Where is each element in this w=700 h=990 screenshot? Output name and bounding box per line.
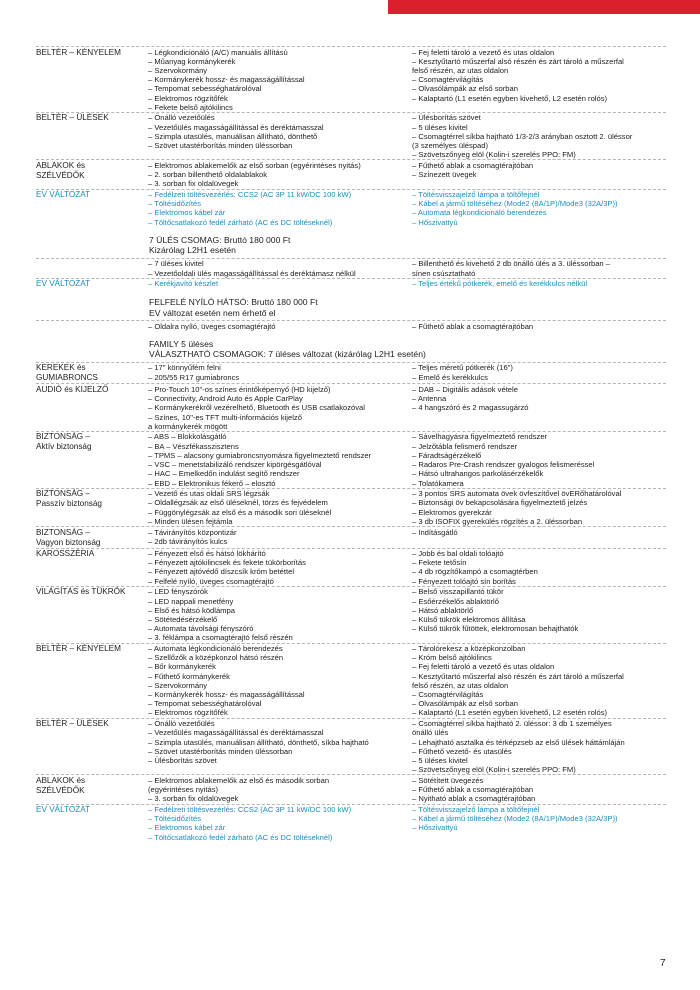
feature-item: – Belső visszapillantó tükör (412, 587, 504, 597)
right-column (412, 363, 666, 384)
package-heading (36, 227, 666, 258)
feature-item: – Szövetszőnyeg elöl (Kolin-i szerelés PPO: FM) (412, 765, 576, 775)
feature-item: – Szimpla utasülés, manuálisan állítható, dönthető, síkba hajtható (148, 737, 369, 747)
feature-item: – Pro-Touch 10"-os színes érintőképernyő (HD kijelző) (148, 384, 331, 394)
left-column (148, 160, 412, 188)
feature-item: – Fűthető ablak a csomagtérajtóban (412, 321, 534, 331)
feature-item: – Szövetszőnyeg elöl (Kolin-i szerelés PPO: FM) (412, 150, 576, 160)
equipment-group (36, 718, 666, 775)
feature-item: – Kalaptartó (L1 esetén egyben kivehető, L2 esetén rolós) (412, 93, 608, 103)
left-column (148, 279, 412, 290)
equipment-group (36, 278, 666, 290)
feature-item: – Külső tükrök fűtöttek, elektromosan behajthatók (412, 624, 579, 634)
feature-item: – EBD – Elektronikus fékerő – elosztó (148, 478, 276, 488)
equipment-group (36, 258, 666, 278)
category-label: KAROSSZÉRIA (36, 549, 95, 559)
feature-item: – Fekete belső ajtókilincs (148, 102, 233, 112)
category-label: BELTÉR – KÉNYELEM (36, 47, 121, 57)
category-label: EV VÁLTOZAT (36, 279, 91, 289)
feature-item: – Csomagtérrel síkba hajtható 1/3-2/3 arányban osztott 2. üléssor (3 személyes üléspad) (412, 131, 633, 151)
feature-item: – 7 üléses kivitel (148, 259, 204, 269)
feature-item: – Elektromos rögzítőfék (148, 93, 228, 103)
feature-item: – Sötétített üvegezés (412, 775, 484, 785)
right-column (412, 644, 666, 718)
equipment-group (36, 159, 666, 188)
category-label: BELTÉR – ÜLÉSEK (36, 113, 109, 123)
feature-item: – VSC – menetstabilizáló rendszer kipörgésgátlóval (148, 460, 322, 470)
right-column (412, 805, 666, 842)
feature-item: – Fűthető kormánykerék (148, 671, 230, 681)
equipment-list (36, 46, 666, 842)
feature-item: – Emelő és kerékkulcs (412, 372, 488, 382)
feature-item: – Sötétedésérzékelő (148, 614, 218, 624)
feature-item: – DAB – Digitális adások vétele (412, 384, 518, 394)
feature-item: – Fáradtságérzékelő (412, 450, 482, 460)
category-label: AUDIÓ és KIJELZŐ (36, 384, 109, 394)
category-label: ABLAKOK és SZÉLVÉDŐK (36, 160, 86, 180)
feature-item: – LED fényszórók (148, 587, 208, 597)
package-heading-line: FAMILY 5 üléses (149, 338, 214, 349)
feature-item: – Légkondicionáló (A/C) manuális állítású (148, 47, 288, 57)
feature-item: – Bőr kormánykerék (148, 662, 216, 672)
feature-item: – 3. féklámpa a csomagtérajtó felső részén (148, 633, 293, 643)
feature-item: – Vezetőülés magasságállítással és deréktámasszal (148, 122, 324, 132)
feature-item: – Kesztyűtartó műszerfal alsó részén és zárt tároló a műszerfal felső részén, az utas oldalon (412, 671, 624, 690)
feature-item: – 4 hangszóró és 2 magassugárzó (412, 403, 529, 413)
right-column (412, 259, 666, 278)
feature-item: – Elektromos rögzítőfék (148, 708, 228, 718)
feature-item: – Tempomat sebességhatárolóval (148, 84, 262, 94)
feature-item: – Tolatókamera (412, 478, 464, 488)
feature-item: – Önálló vezetőülés (148, 113, 215, 123)
right-column (412, 587, 666, 643)
package-heading (36, 331, 666, 362)
feature-item: – Automata légkondicionáló berendezés (412, 208, 547, 218)
feature-item: – 3. sorban fix oldalüvegek (148, 179, 239, 189)
feature-item: – Fényezett ajtókilincsek és fekete tükörborítás (148, 558, 306, 568)
right-column (412, 775, 666, 803)
feature-item: – Elektromos kábel zár (148, 208, 226, 218)
right-column (412, 432, 666, 488)
feature-item: – Oldalra nyíló, üveges csomagtérajtó (148, 321, 276, 331)
left-column (148, 527, 412, 548)
feature-item: – Fedélzeti töltésvezérlés: CCS2 (AC 3P 11 kW/DC 100 kW) (148, 190, 352, 200)
feature-item: – Fűthető ablak a csomagtérajtóban (412, 785, 534, 795)
feature-item: – Szervokormány (148, 680, 208, 690)
right-column (412, 160, 666, 188)
feature-item: – Felfelé nyíló, üveges csomagtérajtó (148, 576, 274, 586)
category-label: BIZTONSÁG – Passzív biztonság (36, 489, 102, 509)
category-label (36, 321, 142, 331)
feature-item: – Fényezett tolóajtó sín borítás (412, 576, 516, 586)
feature-item: – 5 üléses kivitel (412, 122, 468, 132)
feature-item: – Connectivity, Android Auto és Apple CarPlay (148, 394, 303, 404)
category-label (36, 259, 142, 278)
feature-item: – Hőszivattyú (412, 217, 458, 227)
feature-item: – Kormánykerék hossz- és magasságállítással (148, 690, 305, 700)
feature-item: – 2db távirányítós kulcs (148, 536, 228, 546)
feature-item: – Tempomat sebességhatárolóval (148, 699, 262, 709)
category-label: EV VÁLTOZAT (36, 190, 91, 200)
feature-item: – Antenna (412, 394, 447, 404)
feature-item: – Szimpla utasülés, manuálisan állítható, dönthető (148, 131, 318, 141)
feature-item: – Csomagtérvilágítás (412, 690, 484, 700)
feature-item: – Hőszivattyú (412, 823, 458, 833)
package-heading-line: VÁLASZTHATÓ CSOMAGOK: 7 üléses változat (kizárólag L2H1 esetén) (149, 349, 426, 360)
feature-item: – TPMS – alacsony gumiabroncsnyomásra figyelmeztető rendszer (148, 450, 372, 460)
package-heading-line: FELFELÉ NYÍLÓ HÁTSÓ: Bruttó 180 000 Ft (149, 297, 318, 308)
category-label: ABLAKOK és SZÉLVÉDŐK (36, 775, 86, 795)
equipment-group (36, 774, 666, 803)
equipment-group (36, 362, 666, 384)
feature-item: – Vezetőülés magasságállítással és deréktámasszal (148, 728, 324, 738)
feature-item: – Töltőcsatlakozó fedél zárható (AC és DC töltéseknél) (148, 832, 333, 842)
feature-item: – Önálló vezetőülés (148, 719, 215, 729)
feature-item: – Minden ülésen fejtámla (148, 516, 233, 526)
equipment-group (36, 548, 666, 586)
right-column (412, 113, 666, 160)
left-column (148, 190, 412, 227)
feature-item: – Töltésidőzítés (148, 199, 202, 209)
feature-item: – ABS – Blokkolásgátló (148, 432, 227, 442)
feature-item: – Kerékjavító készlet (148, 279, 219, 289)
feature-item: – Ülésborítás szövet (148, 755, 217, 765)
feature-item: – Automata távolsági fényszóró (148, 624, 254, 634)
feature-item: – Töltésidőzítés (148, 814, 202, 824)
right-column (412, 321, 666, 331)
feature-item: – Szövet utastérborítás minden üléssorban (148, 141, 293, 151)
red-accent-bar (388, 0, 700, 14)
feature-item: – Jelzőtábla felismerő rendszer (412, 441, 518, 451)
feature-item: – Távirányítós központizár (148, 527, 237, 537)
feature-item: – Kábel a jármű töltéséhez (Mode2 (8A/1P)/Mode3 (32A/3P)) (412, 814, 618, 824)
left-column (148, 644, 412, 718)
left-column (148, 113, 412, 160)
right-column (412, 384, 666, 431)
feature-item: – Fedélzeti töltésvezérlés: CCS2 (AC 3P 11 kW/DC 100 kW) (148, 805, 352, 814)
right-column (412, 47, 666, 112)
left-column (148, 549, 412, 586)
feature-item: – Külső tükrök elektromos állítása (412, 614, 526, 624)
category-label: KEREKEK és GUMIABRONCS (36, 363, 98, 383)
left-column (148, 259, 412, 278)
feature-item: – Fűthető ablak a csomagtérajtóban (412, 160, 534, 170)
feature-item: – Lehajtható asztalka és térképzseb az első ülések háttámláján (412, 737, 625, 747)
equipment-group (36, 189, 666, 227)
package-heading (36, 289, 666, 320)
left-column (148, 489, 412, 526)
left-column (148, 587, 412, 643)
equipment-group (36, 804, 666, 842)
feature-item: – Jobb és bal oldali tolóajtó (412, 549, 504, 559)
feature-item: – Töltőcsatlakozó fedél zárható (AC és DC töltéseknél) (148, 217, 333, 227)
feature-item: – Elektromos gyerekzár (412, 507, 492, 517)
feature-item: – Színezett üvegek (412, 170, 477, 180)
feature-item: – 3 pontos SRS automata övek övfeszítővel övERőhatárolóval (412, 489, 622, 499)
left-column (148, 363, 412, 384)
category-label: BELTÉR – KÉNYELEM (36, 644, 121, 654)
feature-item: – Vezető és utas oldali SRS légzsák (148, 489, 270, 499)
right-column (412, 527, 666, 548)
feature-item: – Kábel a jármű töltéséhez (Mode2 (8A/1P)/Mode3 (32A/3P)) (412, 199, 618, 209)
feature-item: – Csomagtérvilágítás (412, 75, 484, 85)
feature-item: – Fényezett ajtóvédő díszcsík króm betéttel (148, 567, 295, 577)
feature-item: – Fej feletti tároló a vezető és utas oldalon (412, 662, 555, 672)
equipment-group (36, 112, 666, 160)
feature-item: – Esőérzékelős ablaktörlő (412, 596, 499, 606)
feature-item: – Színes, 10"-es TFT multi-információs kijelző a kormánykerék mögött (148, 412, 302, 431)
feature-item: – Töltésvisszajelző lámpa a töltőfejnél (412, 805, 540, 814)
feature-item: – Szervokormány (148, 65, 208, 75)
feature-item: – Teljes méretű pótkerék (16") (412, 363, 513, 373)
feature-item: – 205/55 R17 gumiabroncs (148, 372, 240, 382)
feature-item: – Vezetőoldali ülés magasságállítással és deréktámasz nélkül (148, 268, 356, 278)
feature-item: – Billenthető és kivehető 2 db önálló ülés a 3. üléssorban – sínen csúsztatható (412, 259, 610, 278)
feature-item: – Függönylégzsák az első és a második sori üléseknél (148, 507, 332, 517)
feature-item: – Kesztyűtartó műszerfal alsó részén és zárt tároló a műszerfal felső részén, az utas oldalon (412, 56, 624, 75)
feature-item: – Olvasólámpák az első sorban (412, 84, 518, 94)
feature-item: – Fej feletti tároló a vezető és utas oldalon (412, 47, 555, 57)
feature-item: – Kormánykerékről vezérelhető, Bluetooth és USB csatlakozóval (148, 403, 365, 413)
feature-item: – Szövet utastérborítás minden üléssorban (148, 746, 293, 756)
right-column (412, 279, 666, 290)
feature-item: – Szellőzők a középkonzol hátsó részén (148, 653, 284, 663)
right-column (412, 190, 666, 227)
feature-item: – Elektromos ablakemelők az első és második sorban (egyérintéses nyitás) (148, 775, 330, 795)
feature-item: – Hátsó ablaktörlő (412, 605, 474, 615)
feature-item: – Oldallégzsák az első üléseknél, törzs és fejvédelem (148, 498, 328, 508)
feature-item: – Sávelhagyásra figyelmeztető rendszer (412, 432, 548, 442)
feature-item: – Teljes értékű pótkerék, emelő és kerékkulcs nélkül (412, 279, 588, 289)
equipment-group (36, 586, 666, 643)
feature-item: – Tárolórekesz a középkonzolban (412, 644, 526, 654)
feature-item: – 3 db ISOFIX gyerekülés rögzítés a 2. üléssorban (412, 516, 583, 526)
feature-item: – Csomagtérrel síkba hajtható 2. üléssor: 3 db 1 személyes önálló ülés (412, 719, 612, 738)
equipment-group (36, 431, 666, 488)
left-column (148, 47, 412, 112)
feature-item: – Fűthető vezető- és utasülés (412, 746, 512, 756)
package-heading-line: Kizárólag L2H1 esetén (149, 245, 236, 256)
left-column (148, 775, 412, 803)
equipment-group (36, 643, 666, 718)
feature-item: – 2. sorban billenthető oldalablakok (148, 170, 268, 180)
feature-item: – Nyitható ablak a csomagtérajtóban (412, 794, 536, 804)
left-column (148, 432, 412, 488)
feature-item: – Olvasólámpák az első sorban (412, 699, 518, 709)
feature-item: – Fényezett első és hátsó lökhárító (148, 549, 266, 559)
feature-item: – Ülésborítás szövet (412, 113, 481, 123)
equipment-group (36, 488, 666, 526)
category-label: EV VÁLTOZAT (36, 805, 91, 814)
feature-item: – 3. sorban fix oldalüvegek (148, 794, 239, 804)
feature-item: – BA – Vészfékasszisztens (148, 441, 239, 451)
feature-item: – Fekete tetősín (412, 558, 467, 568)
package-heading-line: 7 ÜLÉS CSOMAG: Bruttó 180 000 Ft (149, 234, 291, 245)
feature-item: – 17" könnyűfém felni (148, 363, 221, 373)
category-label: BELTÉR – ÜLÉSEK (36, 719, 109, 729)
feature-item: – Radaros Pre-Crash rendszer gyalogos felismeréssel (412, 460, 595, 470)
right-column (412, 719, 666, 775)
equipment-group (36, 383, 666, 431)
category-label: BIZTONSÁG – Vagyon biztonság (36, 527, 101, 547)
feature-item: – Kalaptartó (L1 esetén egyben kivehető, L2 esetén rolós) (412, 708, 608, 718)
feature-item: – Kormánykerék hossz- és magasságállítással (148, 75, 305, 85)
right-column (412, 489, 666, 526)
right-column (412, 549, 666, 586)
feature-item: – Első és hátsó ködlámpa (148, 605, 235, 615)
feature-item: – Króm belső ajtókilincs (412, 653, 492, 663)
feature-item: – 5 üléses kivitel (412, 755, 468, 765)
feature-item: – LED nappali menetfény (148, 596, 234, 606)
left-column (148, 719, 412, 775)
feature-item: – Hátsó ultrahangos parkolásérzékelők (412, 469, 544, 479)
category-label: VILÁGÍTÁS és TÜKRÖK (36, 587, 126, 597)
feature-item: – Automata légkondicionáló berendezés (148, 644, 283, 654)
feature-item: – Biztonsági öv bekapcsolására figyelmeztető jelzés (412, 498, 588, 508)
left-column (148, 321, 412, 331)
equipment-group (36, 526, 666, 548)
feature-item: – Indításgátló (412, 527, 458, 537)
category-label: BIZTONSÁG – Aktív biztonság (36, 432, 92, 452)
feature-item: – 4 db rögzítőkampó a csomagtérben (412, 567, 538, 577)
feature-item: – HAC – Emelkedőn indulást segítő rendszer (148, 469, 300, 479)
feature-item: – Műanyag kormánykerék (148, 56, 236, 66)
feature-item: – Töltésvisszajelző lámpa a töltőfejnél (412, 190, 540, 200)
page-number: 7 (660, 958, 666, 969)
left-column (148, 384, 412, 431)
left-column (148, 805, 412, 842)
equipment-group (36, 320, 666, 331)
feature-item: – Elektromos kábel zár (148, 823, 226, 833)
equipment-group (36, 46, 666, 112)
package-heading-line: EV változat esetén nem érhető el (149, 307, 276, 318)
feature-item: – Elektromos ablakemelők az első sorban (egyérintéses nyitás) (148, 160, 361, 170)
